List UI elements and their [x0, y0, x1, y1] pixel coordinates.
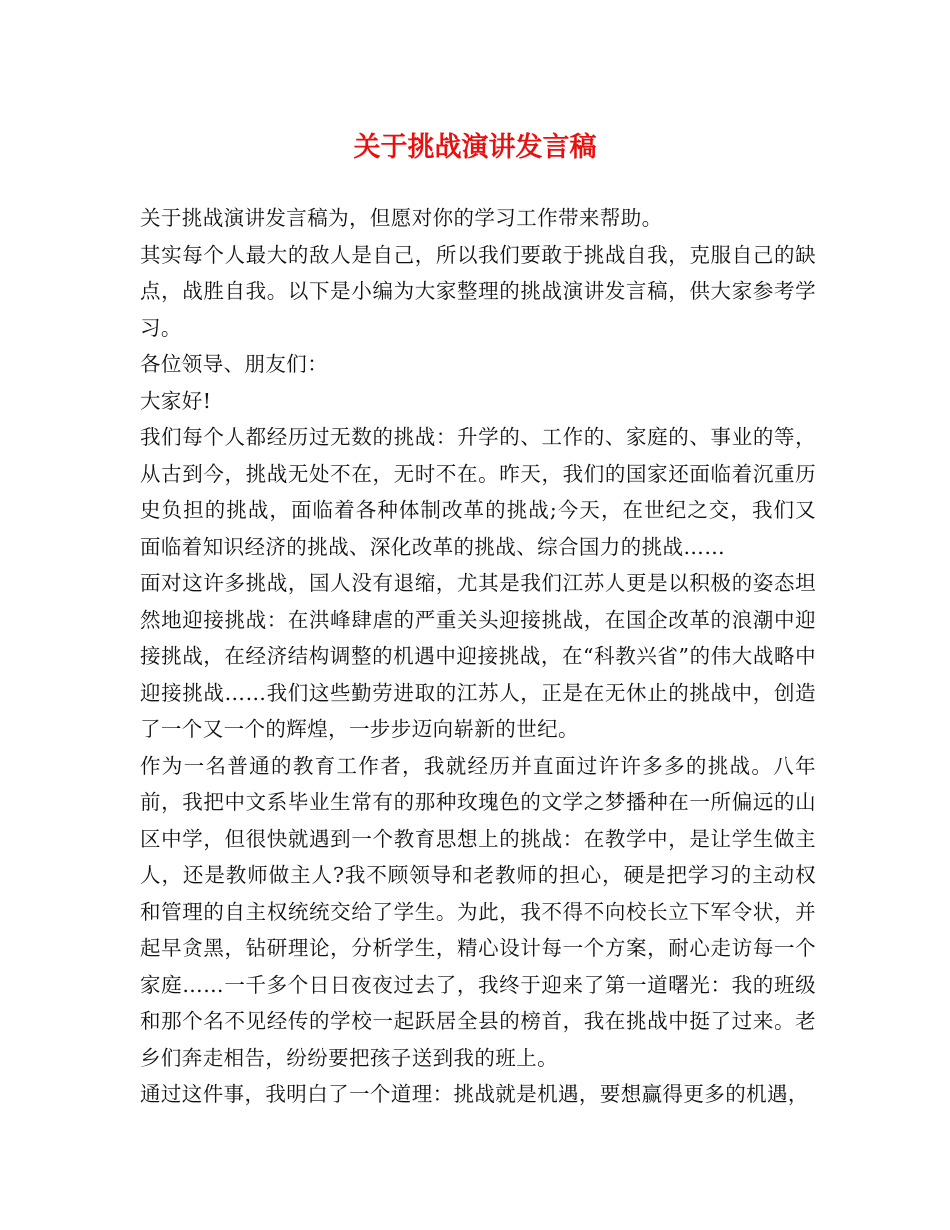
paragraph-teacher-story: 作为一名普通的教育工作者，我就经历并直面过许许多多的挑战。八年前，我把中文系毕业生常有的那种玫瑰色的文学之梦播种在一所偏远的山区中学，但很快就遇到一个教育思想上的挑战：在教学中，是让学生做主人，还是教师做主人?我不顾领导和老教师的担心，硬是把学习的主动权和管理的自主权统统交给了学生。为此，我不得不向校长立下军令状，并起早贪黑，钻研理论，分析学生，精心设计每一个方案，耐心走访每一个家庭……一千多个日日夜夜过去了，我终于迎来了第一道曙光：我的班级和那个名不见经传的学校一起跃居全县的榜首，我在挑战中挺了过来。老乡们奔走相告，纷纷要把孩子送到我的班上。	[140, 753, 816, 1070]
paragraph-challenges: 我们每个人都经历过无数的挑战：升学的、工作的、家庭的、事业的等，从古到今，挑战无处不在，无时不在。昨天，我们的国家还面临着沉重历史负担的挑战，面临着各种体制改革的挑战;今天，在世纪之交，我们又面临着知识经济的挑战、深化改革的挑战、综合国力的挑战……	[140, 425, 816, 559]
document-body	[140, 200, 816, 1113]
paragraph-greeting: 大家好!	[140, 388, 212, 413]
paragraph-jiangsu: 面对这许多挑战，国人没有退缩，尤其是我们江苏人更是以积极的姿态坦然地迎接挑战：在洪峰肆虐的严重关头迎接挑战，在国企改革的浪潮中迎接挑战，在经济结构调整的机遇中迎接挑战，在“科教兴省”的伟大战略中迎接挑战……我们这些勤劳进取的江苏人，正是在无休止的挑战中，创造了一个又一个的辉煌，一步步迈向崭新的世纪。	[140, 571, 816, 741]
document-title: 关于挑战演讲发言稿	[353, 132, 597, 163]
paragraph-salutation: 各位领导、朋友们：	[140, 352, 329, 376]
paragraph-conclusion: 通过这件事，我明白了一个道理：挑战就是机遇，要想赢得更多的机遇，	[140, 1082, 809, 1106]
paragraph-summary: 其实每个人最大的敌人是自己，所以我们要敢于挑战自我，克服自己的缺点，战胜自我。以下是小编为大家整理的挑战演讲发言稿，供大家参考学习。	[140, 242, 816, 340]
paragraph-intro: 关于挑战演讲发言稿为，但愿对你的学习工作带来帮助。	[140, 206, 663, 230]
